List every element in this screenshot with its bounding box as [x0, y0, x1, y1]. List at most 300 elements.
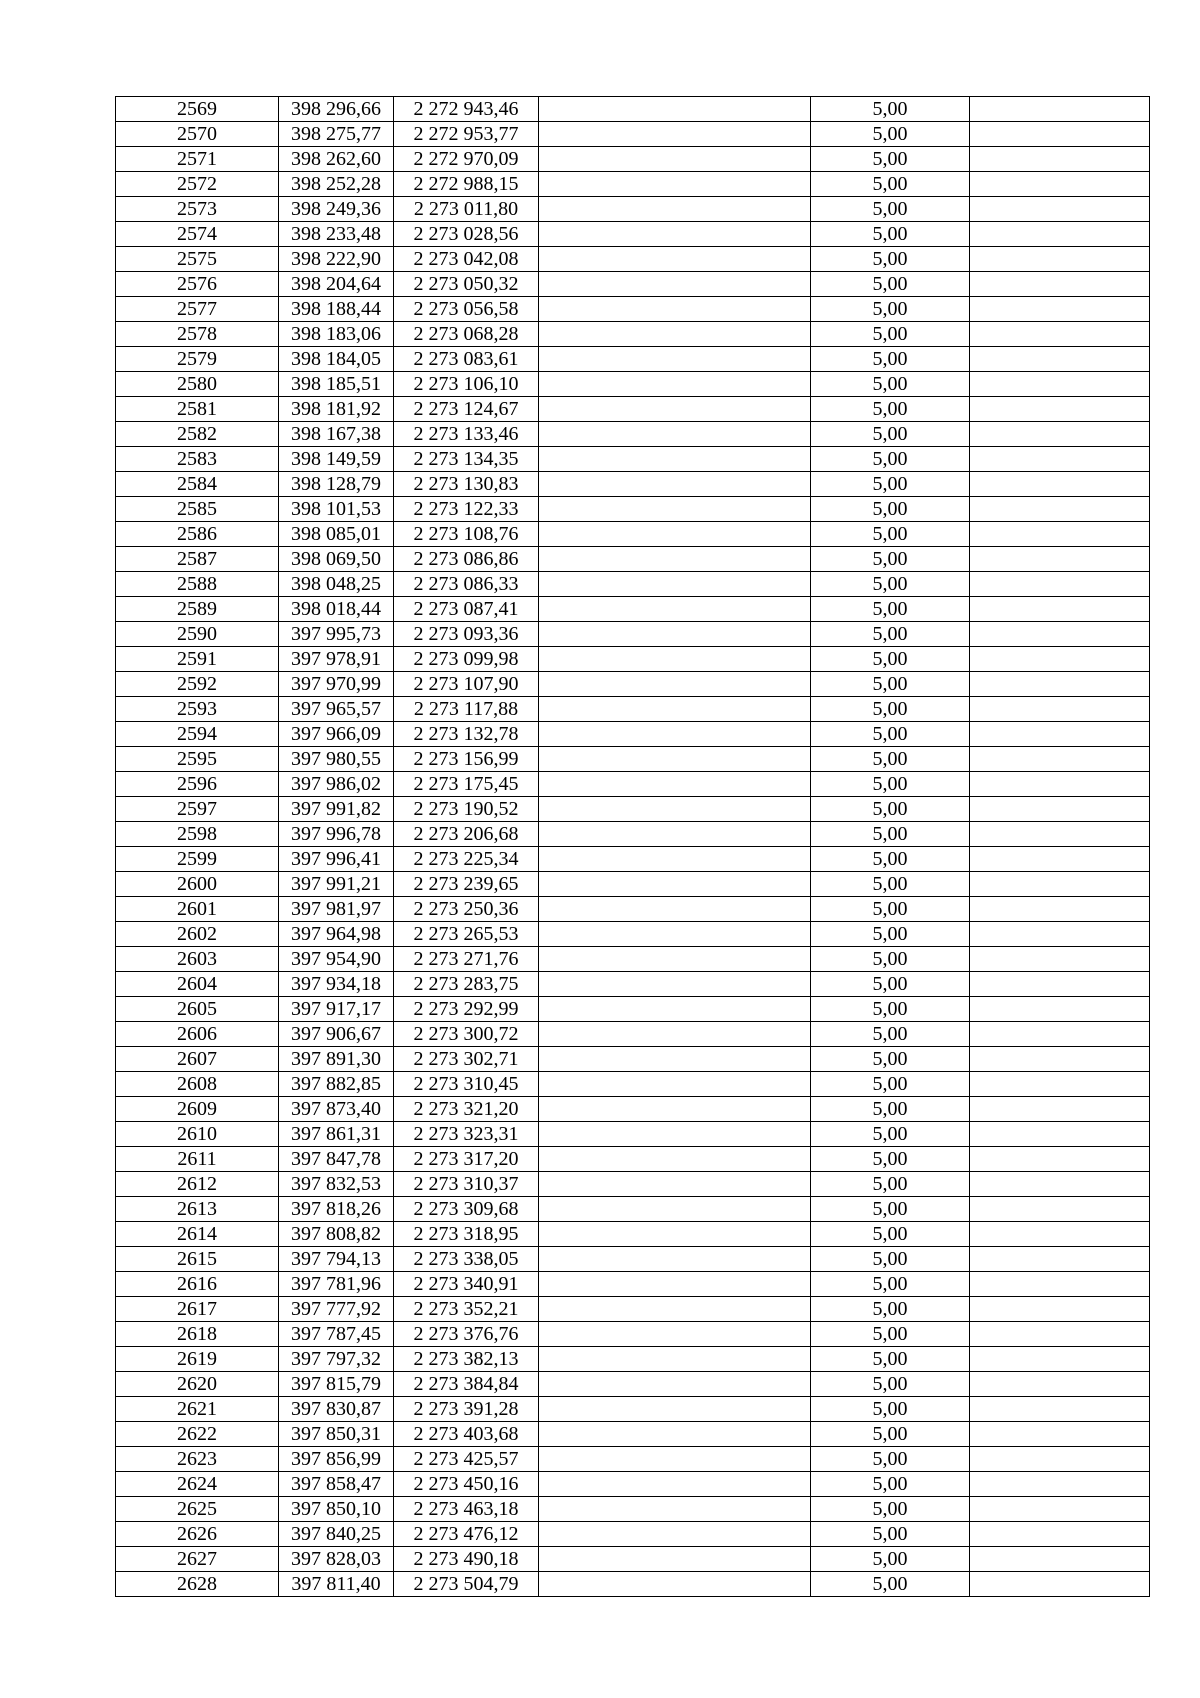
note-cell [970, 922, 1150, 947]
empty-cell [539, 97, 811, 122]
x-coordinate-cell: 397 840,25 [279, 1522, 394, 1547]
note-cell [970, 1097, 1150, 1122]
note-cell [970, 1222, 1150, 1247]
accuracy-cell: 5,00 [811, 697, 970, 722]
accuracy-cell: 5,00 [811, 1022, 970, 1047]
x-coordinate-cell: 397 981,97 [279, 897, 394, 922]
point-number-cell: 2606 [116, 1022, 279, 1047]
empty-cell [539, 422, 811, 447]
empty-cell [539, 1072, 811, 1097]
point-number-cell: 2582 [116, 422, 279, 447]
point-number-cell: 2572 [116, 172, 279, 197]
point-number-cell: 2598 [116, 822, 279, 847]
table-row [116, 1322, 1150, 1347]
x-coordinate-cell: 397 830,87 [279, 1397, 394, 1422]
note-cell [970, 1547, 1150, 1572]
accuracy-cell: 5,00 [811, 1222, 970, 1247]
point-number-cell: 2594 [116, 722, 279, 747]
note-cell [970, 1047, 1150, 1072]
y-coordinate-cell: 2 273 321,20 [394, 1097, 539, 1122]
y-coordinate-cell: 2 273 476,12 [394, 1522, 539, 1547]
point-number-cell: 2622 [116, 1422, 279, 1447]
x-coordinate-cell: 397 970,99 [279, 672, 394, 697]
x-coordinate-cell: 397 781,96 [279, 1272, 394, 1297]
point-number-cell: 2618 [116, 1322, 279, 1347]
table-row [116, 1422, 1150, 1447]
empty-cell [539, 522, 811, 547]
point-number-cell: 2576 [116, 272, 279, 297]
table-row [116, 1222, 1150, 1247]
table-row [116, 672, 1150, 697]
y-coordinate-cell: 2 273 108,76 [394, 522, 539, 547]
point-number-cell: 2591 [116, 647, 279, 672]
x-coordinate-cell: 398 222,90 [279, 247, 394, 272]
y-coordinate-cell: 2 273 087,41 [394, 597, 539, 622]
note-cell [970, 1122, 1150, 1147]
point-number-cell: 2621 [116, 1397, 279, 1422]
table-row [116, 1172, 1150, 1197]
y-coordinate-cell: 2 273 317,20 [394, 1147, 539, 1172]
table-row [116, 572, 1150, 597]
accuracy-cell: 5,00 [811, 922, 970, 947]
note-cell [970, 822, 1150, 847]
empty-cell [539, 672, 811, 697]
y-coordinate-cell: 2 273 463,18 [394, 1497, 539, 1522]
note-cell [970, 1072, 1150, 1097]
note-cell [970, 847, 1150, 872]
table-row [116, 772, 1150, 797]
table-row [116, 1047, 1150, 1072]
note-cell [970, 1572, 1150, 1597]
y-coordinate-cell: 2 273 309,68 [394, 1197, 539, 1222]
note-cell [970, 447, 1150, 472]
table-row [116, 1022, 1150, 1047]
x-coordinate-cell: 397 811,40 [279, 1572, 394, 1597]
y-coordinate-cell: 2 273 283,75 [394, 972, 539, 997]
y-coordinate-cell: 2 272 953,77 [394, 122, 539, 147]
accuracy-cell: 5,00 [811, 122, 970, 147]
empty-cell [539, 322, 811, 347]
x-coordinate-cell: 397 861,31 [279, 1122, 394, 1147]
point-number-cell: 2575 [116, 247, 279, 272]
accuracy-cell: 5,00 [811, 722, 970, 747]
y-coordinate-cell: 2 273 028,56 [394, 222, 539, 247]
accuracy-cell: 5,00 [811, 1472, 970, 1497]
x-coordinate-cell: 398 085,01 [279, 522, 394, 547]
empty-cell [539, 1172, 811, 1197]
y-coordinate-cell: 2 273 340,91 [394, 1272, 539, 1297]
note-cell [970, 247, 1150, 272]
x-coordinate-cell: 397 856,99 [279, 1447, 394, 1472]
y-coordinate-cell: 2 273 190,52 [394, 797, 539, 822]
y-coordinate-cell: 2 273 083,61 [394, 347, 539, 372]
y-coordinate-cell: 2 273 206,68 [394, 822, 539, 847]
empty-cell [539, 272, 811, 297]
accuracy-cell: 5,00 [811, 1147, 970, 1172]
accuracy-cell: 5,00 [811, 522, 970, 547]
empty-cell [539, 372, 811, 397]
y-coordinate-cell: 2 272 943,46 [394, 97, 539, 122]
point-number-cell: 2615 [116, 1247, 279, 1272]
accuracy-cell: 5,00 [811, 1422, 970, 1447]
table-row [116, 422, 1150, 447]
empty-cell [539, 597, 811, 622]
x-coordinate-cell: 397 797,32 [279, 1347, 394, 1372]
accuracy-cell: 5,00 [811, 172, 970, 197]
y-coordinate-cell: 2 273 310,37 [394, 1172, 539, 1197]
point-number-cell: 2583 [116, 447, 279, 472]
point-number-cell: 2613 [116, 1197, 279, 1222]
point-number-cell: 2603 [116, 947, 279, 972]
x-coordinate-cell: 397 858,47 [279, 1472, 394, 1497]
note-cell [970, 172, 1150, 197]
accuracy-cell: 5,00 [811, 1522, 970, 1547]
table-row [116, 1072, 1150, 1097]
empty-cell [539, 1197, 811, 1222]
point-number-cell: 2586 [116, 522, 279, 547]
table-row [116, 747, 1150, 772]
table-row [116, 947, 1150, 972]
empty-cell [539, 472, 811, 497]
point-number-cell: 2609 [116, 1097, 279, 1122]
table-row [116, 797, 1150, 822]
y-coordinate-cell: 2 273 490,18 [394, 1547, 539, 1572]
accuracy-cell: 5,00 [811, 972, 970, 997]
y-coordinate-cell: 2 273 099,98 [394, 647, 539, 672]
y-coordinate-cell: 2 273 425,57 [394, 1447, 539, 1472]
accuracy-cell: 5,00 [811, 1072, 970, 1097]
point-number-cell: 2623 [116, 1447, 279, 1472]
y-coordinate-cell: 2 273 107,90 [394, 672, 539, 697]
accuracy-cell: 5,00 [811, 747, 970, 772]
y-coordinate-cell: 2 273 106,10 [394, 372, 539, 397]
accuracy-cell: 5,00 [811, 1247, 970, 1272]
table-row [116, 397, 1150, 422]
table-row [116, 1547, 1150, 1572]
empty-cell [539, 1372, 811, 1397]
empty-cell [539, 847, 811, 872]
accuracy-cell: 5,00 [811, 572, 970, 597]
x-coordinate-cell: 397 818,26 [279, 1197, 394, 1222]
point-number-cell: 2589 [116, 597, 279, 622]
x-coordinate-cell: 398 018,44 [279, 597, 394, 622]
accuracy-cell: 5,00 [811, 222, 970, 247]
note-cell [970, 1472, 1150, 1497]
accuracy-cell: 5,00 [811, 1372, 970, 1397]
point-number-cell: 2595 [116, 747, 279, 772]
x-coordinate-cell: 398 048,25 [279, 572, 394, 597]
x-coordinate-cell: 398 128,79 [279, 472, 394, 497]
accuracy-cell: 5,00 [811, 547, 970, 572]
note-cell [970, 947, 1150, 972]
table-row [116, 472, 1150, 497]
x-coordinate-cell: 397 934,18 [279, 972, 394, 997]
y-coordinate-cell: 2 273 403,68 [394, 1422, 539, 1447]
point-number-cell: 2604 [116, 972, 279, 997]
note-cell [970, 197, 1150, 222]
point-number-cell: 2590 [116, 622, 279, 647]
note-cell [970, 772, 1150, 797]
table-row [116, 247, 1150, 272]
empty-cell [539, 1547, 811, 1572]
y-coordinate-cell: 2 273 093,36 [394, 622, 539, 647]
y-coordinate-cell: 2 273 056,58 [394, 297, 539, 322]
y-coordinate-cell: 2 273 310,45 [394, 1072, 539, 1097]
y-coordinate-cell: 2 273 382,13 [394, 1347, 539, 1372]
x-coordinate-cell: 398 296,66 [279, 97, 394, 122]
point-number-cell: 2596 [116, 772, 279, 797]
table-row [116, 272, 1150, 297]
note-cell [970, 1022, 1150, 1047]
empty-cell [539, 1122, 811, 1147]
x-coordinate-cell: 398 069,50 [279, 547, 394, 572]
point-number-cell: 2592 [116, 672, 279, 697]
point-number-cell: 2614 [116, 1222, 279, 1247]
table-row [116, 1247, 1150, 1272]
x-coordinate-cell: 397 906,67 [279, 1022, 394, 1047]
point-number-cell: 2628 [116, 1572, 279, 1597]
empty-cell [539, 622, 811, 647]
x-coordinate-cell: 397 828,03 [279, 1547, 394, 1572]
table-row [116, 1097, 1150, 1122]
note-cell [970, 1172, 1150, 1197]
empty-cell [539, 147, 811, 172]
y-coordinate-cell: 2 273 318,95 [394, 1222, 539, 1247]
accuracy-cell: 5,00 [811, 997, 970, 1022]
point-number-cell: 2569 [116, 97, 279, 122]
note-cell [970, 97, 1150, 122]
y-coordinate-cell: 2 273 292,99 [394, 997, 539, 1022]
accuracy-cell: 5,00 [811, 847, 970, 872]
empty-cell [539, 447, 811, 472]
accuracy-cell: 5,00 [811, 672, 970, 697]
note-cell [970, 697, 1150, 722]
x-coordinate-cell: 397 891,30 [279, 1047, 394, 1072]
y-coordinate-cell: 2 273 225,34 [394, 847, 539, 872]
note-cell [970, 722, 1150, 747]
empty-cell [539, 1247, 811, 1272]
y-coordinate-cell: 2 273 323,31 [394, 1122, 539, 1147]
empty-cell [539, 1297, 811, 1322]
note-cell [970, 1497, 1150, 1522]
accuracy-cell: 5,00 [811, 1397, 970, 1422]
y-coordinate-cell: 2 273 011,80 [394, 197, 539, 222]
y-coordinate-cell: 2 273 122,33 [394, 497, 539, 522]
note-cell [970, 747, 1150, 772]
point-number-cell: 2577 [116, 297, 279, 322]
empty-cell [539, 1222, 811, 1247]
accuracy-cell: 5,00 [811, 397, 970, 422]
empty-cell [539, 122, 811, 147]
x-coordinate-cell: 397 787,45 [279, 1322, 394, 1347]
point-number-cell: 2610 [116, 1122, 279, 1147]
x-coordinate-cell: 398 262,60 [279, 147, 394, 172]
note-cell [970, 1522, 1150, 1547]
point-number-cell: 2620 [116, 1372, 279, 1397]
accuracy-cell: 5,00 [811, 147, 970, 172]
empty-cell [539, 947, 811, 972]
note-cell [970, 1272, 1150, 1297]
table-row [116, 1447, 1150, 1472]
note-cell [970, 547, 1150, 572]
x-coordinate-cell: 397 917,17 [279, 997, 394, 1022]
accuracy-cell: 5,00 [811, 1047, 970, 1072]
empty-cell [539, 872, 811, 897]
empty-cell [539, 197, 811, 222]
table-row [116, 872, 1150, 897]
table-row [116, 1572, 1150, 1597]
x-coordinate-cell: 397 815,79 [279, 1372, 394, 1397]
y-coordinate-cell: 2 273 086,33 [394, 572, 539, 597]
empty-cell [539, 497, 811, 522]
accuracy-cell: 5,00 [811, 1172, 970, 1197]
empty-cell [539, 1147, 811, 1172]
x-coordinate-cell: 398 167,38 [279, 422, 394, 447]
y-coordinate-cell: 2 273 117,88 [394, 697, 539, 722]
point-number-cell: 2608 [116, 1072, 279, 1097]
y-coordinate-cell: 2 273 132,78 [394, 722, 539, 747]
table-row [116, 1397, 1150, 1422]
y-coordinate-cell: 2 273 450,16 [394, 1472, 539, 1497]
empty-cell [539, 297, 811, 322]
empty-cell [539, 972, 811, 997]
note-cell [970, 797, 1150, 822]
x-coordinate-cell: 397 986,02 [279, 772, 394, 797]
y-coordinate-cell: 2 273 271,76 [394, 947, 539, 972]
y-coordinate-cell: 2 273 352,21 [394, 1297, 539, 1322]
point-number-cell: 2574 [116, 222, 279, 247]
note-cell [970, 1197, 1150, 1222]
point-number-cell: 2570 [116, 122, 279, 147]
y-coordinate-cell: 2 273 133,46 [394, 422, 539, 447]
note-cell [970, 347, 1150, 372]
x-coordinate-cell: 398 184,05 [279, 347, 394, 372]
table-row [116, 1372, 1150, 1397]
note-cell [970, 1147, 1150, 1172]
note-cell [970, 1247, 1150, 1272]
y-coordinate-cell: 2 273 376,76 [394, 1322, 539, 1347]
accuracy-cell: 5,00 [811, 772, 970, 797]
note-cell [970, 397, 1150, 422]
accuracy-cell: 5,00 [811, 472, 970, 497]
accuracy-cell: 5,00 [811, 1122, 970, 1147]
x-coordinate-cell: 397 965,57 [279, 697, 394, 722]
table-row [116, 1272, 1150, 1297]
accuracy-cell: 5,00 [811, 297, 970, 322]
table-row [116, 547, 1150, 572]
note-cell [970, 872, 1150, 897]
table-row [116, 147, 1150, 172]
table-row [116, 1147, 1150, 1172]
table-row [116, 372, 1150, 397]
empty-cell [539, 247, 811, 272]
table-row [116, 697, 1150, 722]
table-row [116, 447, 1150, 472]
note-cell [970, 472, 1150, 497]
empty-cell [539, 1447, 811, 1472]
table-row [116, 822, 1150, 847]
x-coordinate-cell: 398 101,53 [279, 497, 394, 522]
y-coordinate-cell: 2 273 156,99 [394, 747, 539, 772]
empty-cell [539, 1322, 811, 1347]
point-number-cell: 2600 [116, 872, 279, 897]
x-coordinate-cell: 397 850,31 [279, 1422, 394, 1447]
accuracy-cell: 5,00 [811, 947, 970, 972]
x-coordinate-cell: 397 991,21 [279, 872, 394, 897]
y-coordinate-cell: 2 273 391,28 [394, 1397, 539, 1422]
note-cell [970, 997, 1150, 1022]
point-number-cell: 2587 [116, 547, 279, 572]
empty-cell [539, 722, 811, 747]
note-cell [970, 897, 1150, 922]
point-number-cell: 2611 [116, 1147, 279, 1172]
point-number-cell: 2619 [116, 1347, 279, 1372]
x-coordinate-cell: 398 275,77 [279, 122, 394, 147]
y-coordinate-cell: 2 272 988,15 [394, 172, 539, 197]
note-cell [970, 422, 1150, 447]
table-row [116, 1297, 1150, 1322]
y-coordinate-cell: 2 273 265,53 [394, 922, 539, 947]
table-row [116, 1472, 1150, 1497]
empty-cell [539, 222, 811, 247]
note-cell [970, 622, 1150, 647]
point-number-cell: 2585 [116, 497, 279, 522]
point-number-cell: 2627 [116, 1547, 279, 1572]
x-coordinate-cell: 397 808,82 [279, 1222, 394, 1247]
empty-cell [539, 747, 811, 772]
coordinates-table [115, 96, 1150, 1597]
note-cell [970, 147, 1150, 172]
note-cell [970, 497, 1150, 522]
table-row [116, 97, 1150, 122]
x-coordinate-cell: 397 777,92 [279, 1297, 394, 1322]
accuracy-cell: 5,00 [811, 1097, 970, 1122]
y-coordinate-cell: 2 273 130,83 [394, 472, 539, 497]
accuracy-cell: 5,00 [811, 322, 970, 347]
x-coordinate-cell: 397 850,10 [279, 1497, 394, 1522]
empty-cell [539, 1522, 811, 1547]
accuracy-cell: 5,00 [811, 1197, 970, 1222]
accuracy-cell: 5,00 [811, 797, 970, 822]
accuracy-cell: 5,00 [811, 247, 970, 272]
note-cell [970, 1297, 1150, 1322]
x-coordinate-cell: 397 964,98 [279, 922, 394, 947]
note-cell [970, 972, 1150, 997]
point-number-cell: 2579 [116, 347, 279, 372]
accuracy-cell: 5,00 [811, 822, 970, 847]
accuracy-cell: 5,00 [811, 1572, 970, 1597]
table-row [116, 847, 1150, 872]
point-number-cell: 2599 [116, 847, 279, 872]
table-row [116, 997, 1150, 1022]
note-cell [970, 322, 1150, 347]
table-row [116, 1347, 1150, 1372]
note-cell [970, 1322, 1150, 1347]
table-row [116, 222, 1150, 247]
x-coordinate-cell: 397 847,78 [279, 1147, 394, 1172]
point-number-cell: 2597 [116, 797, 279, 822]
x-coordinate-cell: 397 794,13 [279, 1247, 394, 1272]
table-row [116, 347, 1150, 372]
note-cell [970, 222, 1150, 247]
x-coordinate-cell: 397 954,90 [279, 947, 394, 972]
table-row [116, 897, 1150, 922]
accuracy-cell: 5,00 [811, 622, 970, 647]
x-coordinate-cell: 397 882,85 [279, 1072, 394, 1097]
point-number-cell: 2584 [116, 472, 279, 497]
note-cell [970, 1397, 1150, 1422]
y-coordinate-cell: 2 273 384,84 [394, 1372, 539, 1397]
